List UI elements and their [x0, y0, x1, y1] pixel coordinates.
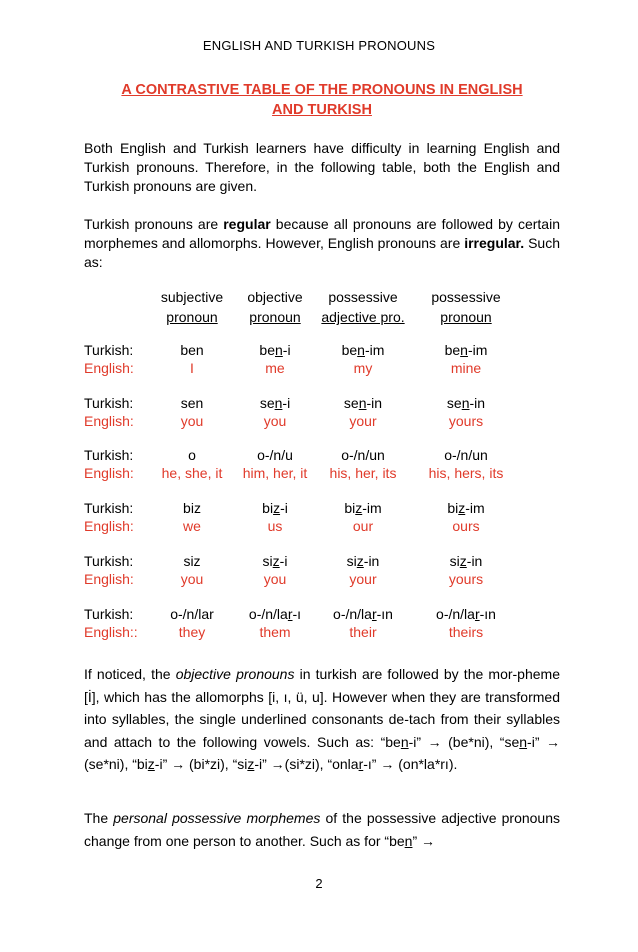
pronoun-part: -im — [465, 500, 485, 516]
turkish-pronoun-cell — [411, 553, 521, 569]
pronoun-part: o-/n/u — [257, 447, 293, 463]
pronoun-part: si — [449, 553, 460, 569]
turkish-label: Turkish: — [84, 553, 134, 569]
turkish-pronoun-cell — [308, 342, 418, 358]
pronoun-part: o-/n/un — [341, 447, 385, 463]
english-pronoun-cell: you — [180, 571, 204, 587]
pronoun-part: o-/n/la — [436, 606, 475, 622]
pronoun-part: -ın — [479, 606, 496, 622]
column-header-line2: pronoun — [166, 309, 218, 325]
page-header: ENGLISH AND TURKISH PRONOUNS — [202, 38, 436, 53]
noticed-paragraph — [84, 663, 560, 776]
pronoun-part: bi — [262, 500, 274, 516]
column-header-line2: adjective pro. — [321, 309, 405, 325]
underlined-consonant: n — [519, 733, 528, 750]
underlined-consonant: n — [274, 395, 283, 411]
turkish-pronoun-cell — [411, 447, 521, 463]
pronoun-part: ben — [180, 342, 204, 358]
irregular-bold: irregular. — [464, 235, 525, 251]
pronoun-part: o-/n/la — [248, 606, 288, 622]
underlined-consonant: n — [400, 733, 409, 750]
english-pronoun-cell: our — [352, 518, 374, 534]
english-label: English: — [84, 413, 134, 429]
underlined-consonant: r — [358, 756, 364, 772]
possessive-morphemes-italic: personal possessive morphemes — [113, 810, 321, 826]
pronoun-part: -ı — [292, 606, 302, 622]
regular-text-1: Turkish pronouns are — [84, 216, 224, 232]
english-pronoun-cell: we — [183, 518, 201, 534]
english-label: English: — [84, 465, 134, 481]
pronoun-part: -i — [280, 500, 288, 516]
turkish-pronoun-cell — [411, 342, 521, 358]
turkish-pronoun-cell — [308, 447, 418, 463]
english-label: English: — [84, 360, 134, 376]
english-pronoun-cell: your — [349, 413, 377, 429]
english-pronoun-cell: you — [263, 413, 287, 429]
pronoun-part: -i — [279, 553, 288, 569]
english-pronoun-cell: your — [349, 571, 377, 587]
underlined-consonant: r — [371, 606, 377, 622]
turkish-pronoun-cell — [411, 395, 521, 411]
noticed-text: -i” → (se*ni), “bi — [84, 733, 561, 772]
english-pronoun-cell: yours — [448, 413, 484, 429]
turkish-pronoun-cell — [308, 606, 418, 622]
underlined-consonant: n — [358, 395, 367, 411]
english-pronoun-cell: theirs — [448, 624, 484, 640]
underlined-consonant: n — [404, 832, 413, 849]
turkish-pronoun-cell — [411, 500, 521, 516]
title-line-1: A CONTRASTIVE TABLE OF THE PRONOUNS IN ENGLISH — [121, 82, 523, 98]
noticed-text: -i” →(si*zi), “onla — [254, 756, 359, 772]
underlined-consonant: n — [357, 342, 365, 358]
underlined-consonant: z — [355, 500, 363, 516]
pronoun-part: si — [346, 553, 357, 569]
underlined-consonant: r — [287, 606, 293, 622]
noticed-text: -i” → (bi*zi), “si — [154, 756, 248, 772]
pronoun-part: -in — [366, 395, 383, 411]
turkish-label: Turkish: — [84, 395, 134, 411]
possessive-paragraph — [84, 807, 560, 852]
pronoun-part: -in — [469, 395, 486, 411]
pronoun-part: o-/n/lar — [170, 606, 214, 622]
pronoun-part: se — [446, 395, 462, 411]
pronoun-part: siz — [183, 553, 201, 569]
underlined-consonant: z — [356, 553, 364, 569]
regular-text-3: Such as: — [84, 235, 560, 270]
turkish-pronoun-cell — [308, 500, 418, 516]
underlined-consonant: n — [460, 342, 468, 358]
possessive-text: of the possessive adjective pronouns change from one person to another. Such as for “be — [84, 810, 561, 849]
underlined-consonant: z — [147, 756, 155, 772]
regular-paragraph — [84, 215, 560, 272]
title-line-2: AND TURKISH — [272, 102, 372, 118]
noticed-text: in turkish are followed by the mor-pheme [İ], which has the allomorphs [i, ı, ü, u]. However when they are transformed into syllables, the single underlined consonants de-tach from their syllables and attach to the following vowels. Such as: “be — [84, 666, 560, 750]
english-pronoun-cell: my — [353, 360, 373, 376]
english-pronoun-cell: his, her, its — [329, 465, 397, 481]
underlined-consonant: z — [459, 553, 467, 569]
page-title — [84, 80, 560, 120]
english-pronoun-cell: his, hers, its — [428, 465, 504, 481]
column-header-line1: subjective — [160, 289, 224, 305]
turkish-label: Turkish: — [84, 500, 134, 516]
turkish-pronoun-cell — [308, 553, 418, 569]
underlined-consonant: z — [247, 756, 255, 772]
pronoun-part: bi — [344, 500, 356, 516]
turkish-pronoun-cell — [411, 606, 521, 622]
underlined-consonant: z — [273, 500, 281, 516]
english-pronoun-cell: mine — [450, 360, 482, 376]
english-pronoun-cell: I — [190, 360, 194, 376]
pronoun-part: se — [259, 395, 275, 411]
pronoun-part: se — [343, 395, 359, 411]
english-pronoun-cell: you — [263, 571, 287, 587]
underlined-consonant: r — [474, 606, 480, 622]
column-header-line1: objective — [247, 289, 303, 305]
intro-paragraph: Both English and Turkish learners have difficulty in learning English and Turkish pronouns. Therefore, in the following table, both the English and Turkish pronouns are given. — [84, 140, 560, 194]
pronoun-part: bi — [447, 500, 459, 516]
english-pronoun-cell: they — [178, 624, 206, 640]
english-label: English: — [84, 518, 134, 534]
english-pronoun-cell: ours — [452, 518, 480, 534]
pronoun-part: o-/n/la — [333, 606, 372, 622]
english-pronoun-cell: he, she, it — [161, 465, 223, 481]
pronoun-part: -in — [363, 553, 380, 569]
pronoun-part: -i — [282, 342, 291, 358]
english-pronoun-cell: him, her, it — [242, 465, 308, 481]
pronoun-part: o — [188, 447, 196, 463]
pronoun-part: -im — [364, 342, 385, 358]
pronoun-part: sen — [180, 395, 204, 411]
noticed-text: -ı” → (on*la*rı). — [363, 756, 458, 772]
underlined-consonant: z — [458, 500, 466, 516]
column-header-line2: pronoun — [440, 309, 492, 325]
english-pronoun-cell: yours — [448, 571, 484, 587]
objective-pronouns-italic: objective pronouns — [175, 666, 295, 682]
pronoun-part: be — [341, 342, 358, 358]
underlined-consonant: n — [275, 342, 283, 358]
pronoun-part: -im — [362, 500, 382, 516]
regular-bold: regular — [223, 216, 271, 232]
pronoun-part: o-/n/un — [444, 447, 488, 463]
english-label: English: — [84, 571, 134, 587]
column-header-line2: pronoun — [249, 309, 301, 325]
turkish-label: Turkish: — [84, 447, 134, 463]
pronoun-part: -in — [466, 553, 483, 569]
english-pronoun-cell: me — [265, 360, 285, 376]
regular-text-2: because all pronouns are followed by certain morphemes and allomorphs. However, English pronouns are — [84, 216, 560, 251]
english-pronoun-cell: us — [267, 518, 283, 534]
pronoun-part: be — [444, 342, 461, 358]
english-pronoun-cell: them — [259, 624, 291, 640]
underlined-consonant: n — [461, 395, 470, 411]
english-pronoun-cell: you — [180, 413, 204, 429]
english-pronoun-cell: their — [349, 624, 377, 640]
turkish-label: Turkish: — [84, 342, 134, 358]
pronoun-part: si — [262, 553, 273, 569]
noticed-text: -i” → (be*ni), “se — [408, 733, 520, 750]
noticed-text: If noticed, the — [84, 666, 176, 682]
english-label: English:: — [84, 624, 138, 640]
possessive-text: The — [84, 810, 114, 826]
pronoun-part: -im — [467, 342, 488, 358]
pronoun-part: -ın — [376, 606, 393, 622]
page-number: 2 — [315, 876, 323, 891]
column-header-line1: possessive — [431, 289, 501, 305]
pronoun-part: -i — [282, 395, 291, 411]
turkish-pronoun-cell — [308, 395, 418, 411]
possessive-text: ” → — [412, 832, 436, 849]
column-header-line1: possessive — [328, 289, 398, 305]
pronoun-part: biz — [183, 500, 201, 516]
underlined-consonant: z — [272, 553, 280, 569]
turkish-label: Turkish: — [84, 606, 134, 622]
pronoun-part: be — [259, 342, 275, 358]
